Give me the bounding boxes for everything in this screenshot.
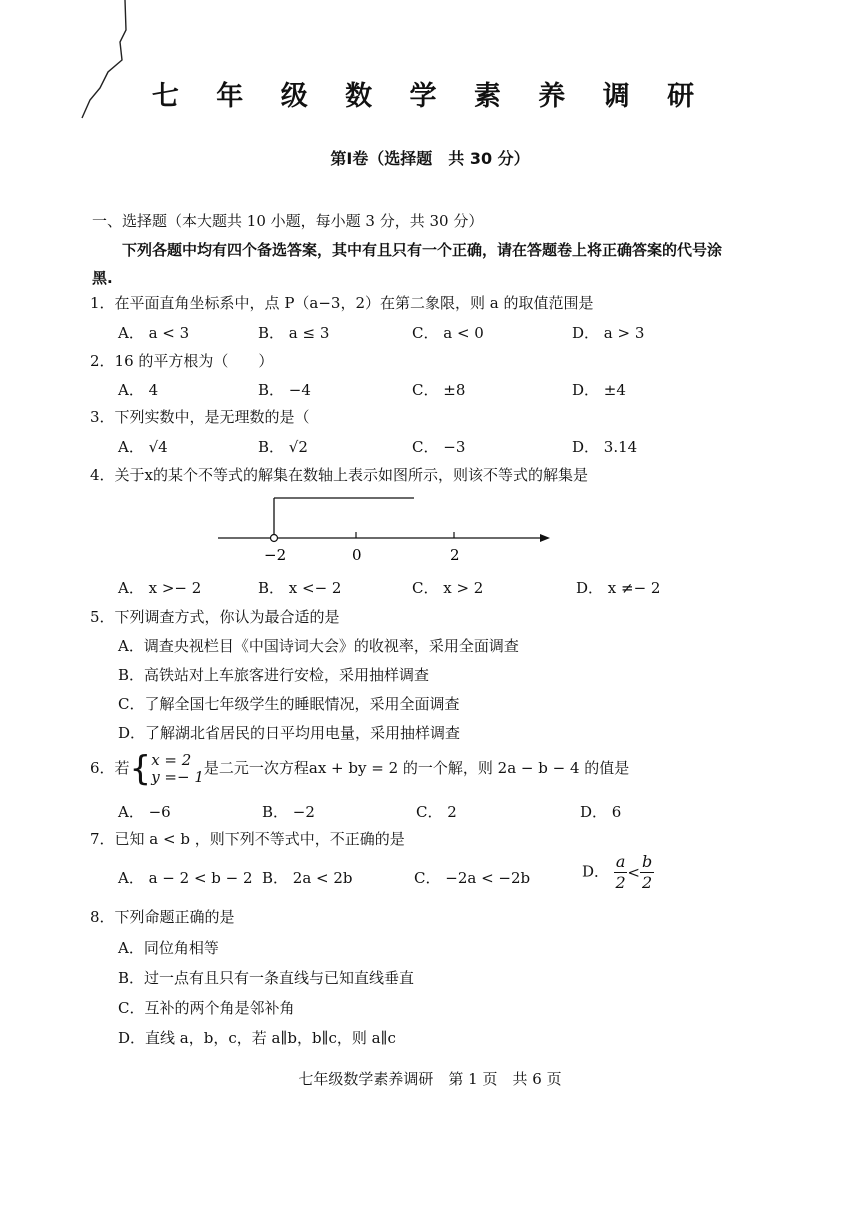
question-5-option-b: B．高铁站对上车旅客进行安检，采用抽样调查 <box>118 666 430 684</box>
exam-title: 七 年 级 数 学 素 养 调 研 <box>151 81 709 112</box>
question-6-stem <box>90 749 630 789</box>
question-8-option-a: A．同位角相等 <box>118 939 219 957</box>
question-6-suffix: 是二元一次方程ax + by = 2 的一个解，则 2a − b − 4 的值是 <box>203 759 630 777</box>
question-7-option-b: B． 2a < 2b <box>262 869 353 887</box>
fraction-a-over-2: $\frac{a}{2}$ <box>615 852 626 892</box>
question-1-option-a: A． a < 3 <box>118 324 190 342</box>
question-6-option-d: D． 6 <box>580 803 622 821</box>
system-line-2: y =− 1 <box>151 768 204 786</box>
number-line-arrow <box>540 534 550 542</box>
question-3-option-d: D． 3.14 <box>572 438 638 456</box>
fraction-b-over-2: $\frac{b}{2}$ <box>641 852 653 892</box>
question-2-option-a: A． 4 <box>118 381 159 399</box>
question-8-stem: 8．下列命题正确的是 <box>90 908 235 926</box>
question-4-option-a: A． x >− 2 <box>118 579 202 597</box>
part-subtitle: 第Ⅰ卷（选择题 共 30 分） <box>330 149 530 168</box>
question-3-option-b: B． √2 <box>258 438 308 456</box>
open-endpoint-circle <box>271 535 278 542</box>
tick-label-neg2: −2 <box>264 546 287 564</box>
question-1-option-c: C． a < 0 <box>412 324 484 342</box>
question-6-option-c: C． 2 <box>416 803 457 821</box>
number-line-figure <box>210 490 570 570</box>
tick-label-2: 2 <box>450 546 460 564</box>
question-5-stem: 5．下列调查方式，你认为最合适的是 <box>90 608 340 626</box>
question-7-stem: 7．已知 a < b ，则下列不等式中，不正确的是 <box>90 830 405 848</box>
question-2-option-d: D． ±4 <box>572 381 626 399</box>
question-2-stem: 2．16 的平方根为（ ） <box>90 352 274 370</box>
question-1-option-b: B． a ≤ 3 <box>258 324 330 342</box>
tick-label-0: 0 <box>352 546 362 564</box>
question-2-option-c: C． ±8 <box>412 381 466 399</box>
system-line-1: x = 2 <box>151 751 192 769</box>
question-1-option-d: D． a > 3 <box>572 324 645 342</box>
question-8-option-b: B．过一点有且只有一条直线与已知直线垂直 <box>118 969 415 987</box>
question-5-option-d: D．了解湖北省居民的日平均用电量，采用抽样调查 <box>118 724 461 742</box>
system-brace: { <box>129 749 152 789</box>
question-7-option-d-label: D． <box>582 862 610 881</box>
question-8-option-c: C．互补的两个角是邻补角 <box>118 999 295 1017</box>
question-5-option-c: C．了解全国七年级学生的睡眠情况，采用全面调查 <box>118 695 460 713</box>
question-2-option-b: B． −4 <box>258 381 311 399</box>
section-heading: 一、选择题（本大题共 10 小题，每小题 3 分，共 30 分） <box>92 212 484 230</box>
instructions: 下列各题中均有四个备选答案，其中有且只有一个正确，请在答题卷上将正确答案的代号涂黑. <box>92 241 723 287</box>
question-1-stem: 1．在平面直角坐标系中，点 P（a−3，2）在第二象限，则 a 的取值范围是 <box>90 294 594 312</box>
equation-system <box>129 749 204 789</box>
question-7-option-c: C． −2a < −2b <box>414 869 531 887</box>
question-3-option-a: A． √4 <box>118 438 168 456</box>
question-4-option-c: C． x > 2 <box>412 579 484 597</box>
question-6-option-a: A． −6 <box>118 803 171 821</box>
question-6-option-b: B． −2 <box>262 803 315 821</box>
question-7-option-a: A． a − 2 < b − 2 <box>118 869 253 887</box>
question-5-option-a: A．调查央视栏目《中国诗词大会》的收视率，采用全面调查 <box>118 637 519 655</box>
question-4-stem: 4．关于x的某个不等式的解集在数轴上表示如图所示，则该不等式的解集是 <box>90 466 589 484</box>
page-footer: 七年级数学素养调研 第 1 页 共 6 页 <box>298 1070 562 1088</box>
fraction-comparison-op: < <box>627 863 640 882</box>
question-4-option-d: D． x ≠− 2 <box>576 579 661 597</box>
question-7-option-d <box>582 852 654 893</box>
question-3-stem: 3．下列实数中，是无理数的是（ <box>90 408 310 426</box>
question-6-prefix: 6．若 <box>90 759 130 777</box>
question-3-option-c: C． −3 <box>412 438 466 456</box>
question-4-option-b: B． x <− 2 <box>258 579 342 597</box>
question-8-option-d: D．直线 a，b，c，若 a∥b，b∥c，则 a∥c <box>118 1029 396 1047</box>
